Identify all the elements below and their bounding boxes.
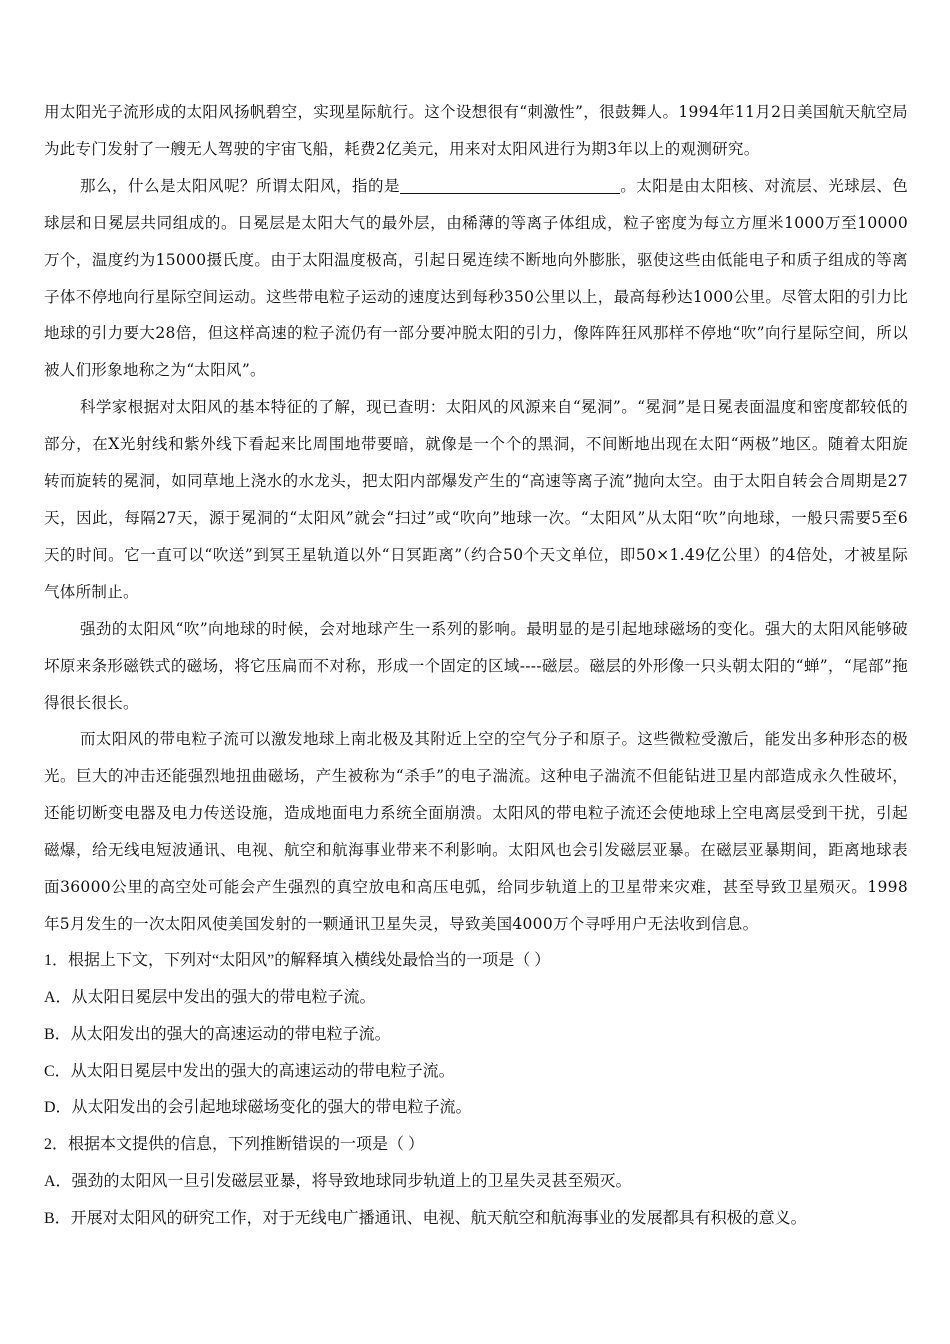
passage-paragraph-1: 用太阳光子流形成的太阳风扬帆碧空，实现星际航行。这个设想很有“刺激性”，很鼓舞人。1994年11月2日美国航天航空局为此专门发射了一艘无人驾驶的宇宙飞船，耗费2亿美元，用来对太阳风进行为期3年以上的观测研究。: [44, 103, 908, 158]
answer-blank[interactable]: [400, 175, 620, 194]
document-page: [44, 94, 908, 1238]
passage-paragraph-2: [44, 168, 908, 389]
question-1-option-a[interactable]: A．从太阳日冕层中发出的强大的带电粒子流。: [44, 988, 376, 1006]
question-1-option-c[interactable]: C．从太阳日冕层中发出的强大的高速运动的带电粒子流。: [44, 1062, 455, 1080]
question-2-stem: 2．根据本文提供的信息，下列推断错误的一项是（ ）: [44, 1136, 425, 1154]
question-1-option-b[interactable]: B．从太阳发出的强大的高速运动的带电粒子流。: [44, 1025, 391, 1043]
question-1-stem: 1．根据上下文，下列对“太阳风”的解释填入横线处最恰当的一项是（ ）: [44, 951, 551, 969]
passage-paragraph-3: 科学家根据对太阳风的基本特征的了解，现已查明：太阳风的风源来自“冕洞”。“冕洞”是日冕表面温度和密度都较低的部分，在X光射线和紫外线下看起来比周围地带要暗，就像是一个个的黑洞，不间断地出现在太阳“两极”地区。随着太阳旋转而旋转的冕洞，如同草地上浇水的水龙头，把太阳内部爆发产生的“高速等离子流”抛向太空。由于太阳自转会合周期是27天，因此，每隔27天，源于冕洞的“太阳风”就会“扫过”或“吹向”地球一次。“太阳风”从太阳“吹”向地球，一般只需要5至6天的时间。它一直可以“吹送”到冥王星轨道以外“日冥距离”（约合50个天文单位，即50×1.49亿公里）的4倍处，才被星际气体所制止。: [44, 398, 908, 601]
passage-paragraph-5: 而太阳风的带电粒子流可以激发地球上南北极及其附近上空的空气分子和原子。这些微粒受激后，能发出多种形态的极光。巨大的冲击还能强烈地扭曲磁场，产生被称为“杀手”的电子湍流。这种电子湍流不但能钻进卫星内部造成永久性破坏，还能切断变电器及电力传送设施，造成地面电力系统全面崩溃。太阳风的带电粒子流还会使地球上空电离层受到干扰，引起磁爆，给无线电短波通讯、电视、航空和航海事业带来不利影响。太阳风也会引发磁层亚暴。在磁层亚暴期间，距离地球表面36000公里的高空处可能会产生强烈的真空放电和高压电弧，给同步轨道上的卫星带来灾难，甚至导致卫星殒灭。1998年5月发生的一次太阳风使美国发射的一颗通讯卫星失灵，导致美国4000万个寻呼用户无法收到信息。: [44, 730, 908, 933]
question-2-option-a[interactable]: A．强劲的太阳风一旦引发磁层亚暴，将导致地球同步轨道上的卫星失灵甚至殒灭。: [44, 1173, 632, 1191]
question-2-option-b[interactable]: B．开展对太阳风的研究工作，对于无线电广播通讯、电视、航天航空和航海事业的发展都具有积极的意义。: [44, 1210, 807, 1228]
question-1-option-d[interactable]: D．从太阳发出的会引起地球磁场变化的强大的带电粒子流。: [44, 1099, 472, 1117]
passage-paragraph-4: 强劲的太阳风“吹”向地球的时候，会对地球产生一系列的影响。最明显的是引起地球磁场的变化。强大的太阳风能够破坏原来条形磁铁式的磁场，将它压扁而不对称，形成一个固定的区域----磁层。磁层的外形像一只头朝太阳的“蝉”，“尾部”拖得很长很长。: [44, 619, 908, 712]
paragraph-2-body: 。太阳是由太阳核、对流层、光球层、色球层和日冕层共同组成的。日冕层是太阳大气的最外层，由稀薄的等离子体组成，粒子密度为每立方厘米1000万至10000万个，温度约为15000摄氏度。由于太阳温度极高，引起日冕连续不断地向外膨胀，驱使这些由低能电子和质子组成的等离子体不停地向行星际空间运动。这些带电粒子运动的速度达到每秒350公里以上，最高每秒达1000公里。尽管太阳的引力比地球的引力要大28倍，但这样高速的粒子流仍有一部分要冲脱太阳的引力，像阵阵狂风那样不停地“吹”向行星际空间，所以被人们形象地称之为“太阳风”。: [44, 176, 908, 380]
paragraph-2-lead: 那么，什么是太阳风呢？所谓太阳风，指的是: [80, 176, 400, 195]
